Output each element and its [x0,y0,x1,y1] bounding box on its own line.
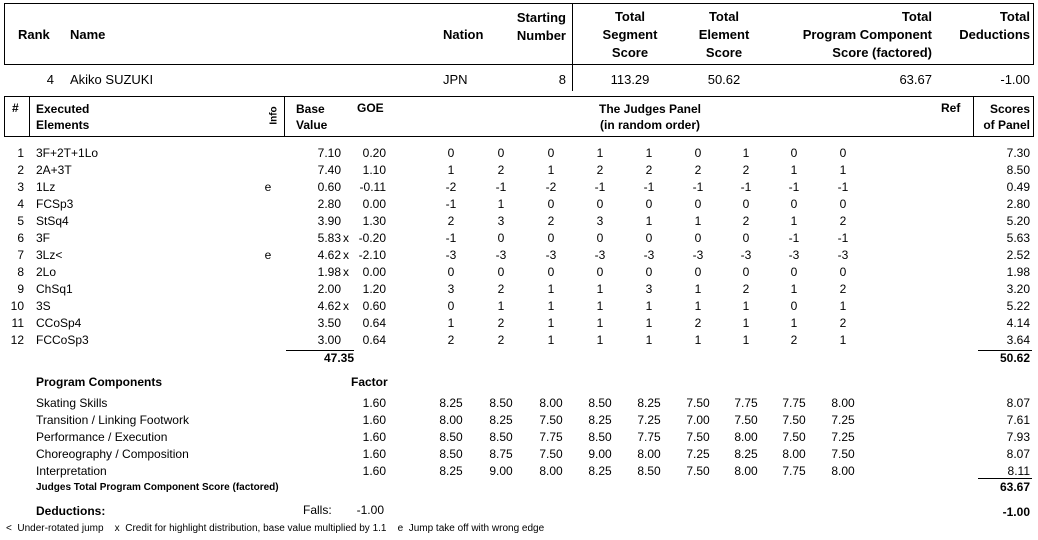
pc-name: Transition / Linking Footwork [36,413,189,427]
element-panel-score: 8.50 [1006,163,1030,177]
element-base-value: 0.60 [317,180,341,194]
element-goe: -0.11 [359,180,386,194]
element-base-value: 2.00 [317,282,341,296]
pc-judge-score: 7.25 [686,447,710,461]
goe-header: GOE [357,101,384,115]
judge-score: 3 [645,282,653,296]
judge-score: 2 [839,282,847,296]
element-goe: 1.30 [362,214,386,228]
judge-score: -1 [692,180,704,194]
pc-factor-header: Factor [351,375,388,389]
judge-score: 2 [694,316,702,330]
element-base-value: 5.83 [317,231,341,245]
element-base-value: 3.00 [317,333,341,347]
judge-score: 0 [694,231,702,245]
skater-nation: JPN [443,72,468,87]
judge-score: 0 [790,197,798,211]
element-panel-score: 2.52 [1006,248,1030,262]
pc-factor: 1.60 [362,447,386,461]
judge-score: 1 [447,163,455,177]
element-name: StSq4 [36,214,69,228]
judge-score: 2 [694,163,702,177]
pc-judge-score: 7.50 [782,430,806,444]
judge-score: 2 [839,214,847,228]
judge-score: 0 [742,265,750,279]
judge-score: 0 [447,146,455,160]
judge-score: 2 [596,163,604,177]
judge-score: -3 [740,248,752,262]
element-base-value: 4.62 [317,299,341,313]
element-goe: 0.20 [362,146,386,160]
falls-label: Falls: [303,503,332,517]
element-panel-score: 0.49 [1006,180,1030,194]
pc-judge-score: 7.50 [539,413,563,427]
judge-score: 1 [839,299,847,313]
judge-score: 1 [790,282,798,296]
element-number: 8 [17,265,24,279]
judge-score: 1 [790,163,798,177]
footnote: < Under-rotated jump x Credit for highlight distribution, base value multiplied by 1.1 e Jump take off with wrong edge [6,523,545,534]
pc-judge-score: 8.00 [637,447,661,461]
judge-score: 1 [645,299,653,313]
judge-score: -1 [495,180,507,194]
judge-score: 1 [694,299,702,313]
element-name: 3F+2T+1Lo [36,146,99,160]
judge-score: 0 [645,265,653,279]
judge-score: 2 [742,214,750,228]
element-base-value: 3.90 [317,214,341,228]
element-number: 9 [17,282,24,296]
total-deductions-header: Total Deductions [959,9,1030,42]
judge-score: -1 [837,180,849,194]
pc-judge-score: 8.50 [489,396,513,410]
pc-factor: 1.60 [362,464,386,478]
pc-score: 8.11 [1007,464,1030,478]
element-base-value: 1.98 [317,265,341,279]
judge-score: 0 [447,299,455,313]
element-goe: 0.00 [362,265,386,279]
judge-score: 1 [547,282,555,296]
judge-score: -1 [445,231,457,245]
judge-score: 0 [497,146,505,160]
judge-score: 2 [742,282,750,296]
judge-score: -3 [788,248,800,262]
judge-score: 1 [596,333,604,347]
pc-judge-score: 7.75 [782,396,806,410]
pc-judge-score: 8.25 [637,396,661,410]
element-base-value: 4.62 [317,248,341,262]
element-name: 3F [36,231,51,245]
judge-score: -3 [594,248,606,262]
pc-judge-score: 7.50 [782,413,806,427]
judge-score: 1 [547,163,555,177]
pc-judge-score: 7.50 [539,447,563,461]
pc-judge-score: 8.50 [637,464,661,478]
judge-score: -1 [788,180,800,194]
total-segment-header: Total Segment Score [602,9,658,60]
element-base-value: 2.80 [317,197,341,211]
divider [572,3,573,91]
judge-score: 2 [790,333,798,347]
judge-score: 0 [596,265,604,279]
scores-header: Scores of Panel [983,102,1030,132]
pc-judge-score: 8.00 [539,464,563,478]
judge-score: 1 [547,299,555,313]
element-x-mark: x [343,299,349,313]
judges-header: The Judges Panel (in random order) [598,102,702,132]
judge-score: 0 [839,197,847,211]
judge-score: 1 [694,282,702,296]
judge-score: 0 [645,197,653,211]
judge-score: 1 [645,333,653,347]
judge-score: 1 [742,316,750,330]
element-goe: 1.20 [362,282,386,296]
pc-factor: 1.60 [362,413,386,427]
element-goe: 0.60 [362,299,386,313]
element-x-mark: x [343,265,349,279]
judge-score: 0 [596,197,604,211]
falls-value: -1.00 [356,503,384,517]
judge-score: 0 [497,265,505,279]
nation-header: Nation [443,27,484,42]
element-number: 3 [17,180,24,194]
element-goe: -2.10 [358,248,386,262]
judge-score: 1 [596,282,604,296]
judge-score: -3 [495,248,507,262]
judge-score: -1 [740,180,752,194]
element-goe: 1.10 [362,163,386,177]
element-name: FCCoSp3 [36,333,89,347]
pc-judge-score: 8.50 [439,430,463,444]
judge-score: 1 [790,316,798,330]
pc-judge-score: 7.25 [637,413,661,427]
element-goe: 0.64 [362,333,386,347]
total-pcs-header: Total Program Component Score (factored) [802,9,932,60]
judge-score: 1 [742,299,750,313]
pc-name: Skating Skills [36,396,108,410]
judge-score: 0 [839,146,847,160]
judge-score: -3 [643,248,655,262]
element-goe: 0.64 [362,316,386,330]
element-goe: -0.20 [358,231,386,245]
element-number: 4 [17,197,24,211]
executed-header: Executed Elements [36,102,90,132]
pc-judge-score: 8.25 [734,447,758,461]
pc-judge-score: 8.00 [539,396,563,410]
judge-score: 0 [742,197,750,211]
rank-header: Rank [18,27,50,42]
pc-score: 8.07 [1006,447,1030,461]
total-elements-score: 50.62 [999,351,1030,365]
pc-judge-score: 8.00 [439,413,463,427]
deductions-label: Deductions: [36,504,106,518]
base-value-header: Base Value [296,102,328,132]
judge-score: 0 [547,265,555,279]
judge-score: 1 [547,316,555,330]
element-number: 10 [10,299,24,313]
pc-judge-score: 7.75 [734,396,758,410]
judge-score: 3 [497,214,505,228]
pc-factor: 1.60 [362,430,386,444]
element-name: CCoSp4 [36,316,82,330]
pc-judge-score: 8.00 [782,447,806,461]
element-panel-score: 5.20 [1006,214,1030,228]
element-number: 2 [17,163,24,177]
pc-total-label: Judges Total Program Component Score (factored) [36,482,279,493]
judge-score: 2 [447,333,455,347]
skater-rank: 4 [46,72,54,87]
pc-score: 7.61 [1006,413,1030,427]
pc-judge-score: 7.25 [831,430,855,444]
pc-judge-score: 7.50 [734,413,758,427]
pc-name: Choreography / Composition [36,447,189,461]
skater-total-element: 50.62 [707,72,741,87]
pc-judge-score: 7.75 [539,430,563,444]
judge-score: 1 [596,146,604,160]
judge-score: 2 [497,316,505,330]
judge-score: -3 [545,248,557,262]
judge-score: 2 [645,163,653,177]
element-panel-score: 3.64 [1006,333,1030,347]
elements-header-box [4,96,1034,137]
judge-score: 1 [694,333,702,347]
info-header: Info [268,106,280,125]
element-name: FCSp3 [36,197,74,211]
judge-score: 0 [447,265,455,279]
element-name: ChSq1 [36,282,73,296]
judge-score: 2 [497,333,505,347]
judge-score: 1 [839,333,847,347]
judge-score: 0 [790,265,798,279]
judge-score: 0 [694,197,702,211]
judge-score: 1 [742,146,750,160]
skater-name: Akiko SUZUKI [70,72,154,87]
element-name: 1Lz [36,180,56,194]
ref-header: Ref [941,101,961,115]
judge-score: 0 [839,265,847,279]
starting-number-header: Starting Number [516,10,566,43]
pc-judge-score: 7.50 [686,396,710,410]
pc-judge-score: 9.00 [489,464,513,478]
judge-score: 1 [742,333,750,347]
judge-score: 2 [447,214,455,228]
skater-total-deductions: -1.00 [1000,72,1030,87]
divider [284,96,285,137]
element-x-mark: x [343,248,349,262]
name-header: Name [70,27,106,42]
judge-score: 2 [497,282,505,296]
pc-judge-score: 8.50 [439,447,463,461]
pc-name: Interpretation [36,464,107,478]
pc-total: 63.67 [999,480,1030,494]
element-number: 1 [17,146,24,160]
skater-total-pcs: 63.67 [899,72,932,87]
pc-judge-score: 7.50 [686,464,710,478]
pc-score: 7.93 [1006,430,1030,444]
judge-score: -1 [594,180,606,194]
element-panel-score: 5.22 [1006,299,1030,313]
judge-score: 0 [790,299,798,313]
num-header: # [12,101,19,115]
pc-judge-score: 7.75 [782,464,806,478]
pc-judge-score: 9.00 [588,447,612,461]
pc-judge-score: 8.75 [489,447,513,461]
pc-judge-score: 8.25 [489,413,513,427]
skater-starting-number: 8 [558,72,566,87]
element-base-value: 7.10 [317,146,341,160]
deductions-total: -1.00 [1002,505,1030,519]
element-number: 7 [17,248,24,262]
element-number: 6 [17,231,24,245]
element-panel-score: 2.80 [1006,197,1030,211]
pc-factor: 1.60 [362,396,386,410]
total-element-header: Total Element Score [698,9,750,60]
judge-score: -2 [545,180,557,194]
element-goe: 0.00 [362,197,386,211]
pc-judge-score: 8.00 [831,396,855,410]
judge-score: -1 [837,231,849,245]
judge-score: 1 [694,214,702,228]
judge-score: 0 [790,146,798,160]
pc-judge-score: 8.00 [734,464,758,478]
element-panel-score: 3.20 [1006,282,1030,296]
element-name: 3S [36,299,51,313]
judge-score: 0 [547,146,555,160]
element-info: e [264,180,272,194]
judge-score: 0 [694,146,702,160]
judge-score: 1 [596,316,604,330]
element-x-mark: x [343,231,349,245]
judge-score: -1 [445,197,457,211]
judge-score: 1 [497,197,505,211]
judge-score: 0 [596,231,604,245]
element-number: 11 [11,316,24,330]
pc-judge-score: 8.00 [831,464,855,478]
total-base-value: 47.35 [323,351,354,365]
pc-judge-score: 8.25 [439,464,463,478]
judge-score: 2 [497,163,505,177]
divider [973,96,974,137]
pc-score: 8.07 [1006,396,1030,410]
judge-score: -1 [643,180,655,194]
pc-judge-score: 8.50 [588,430,612,444]
judge-score: 0 [645,231,653,245]
pc-judge-score: 8.50 [489,430,513,444]
pc-judge-score: 8.25 [439,396,463,410]
judge-score: 1 [645,214,653,228]
skater-total-segment: 113.29 [610,72,650,87]
element-number: 12 [10,333,24,347]
pc-judge-score: 7.50 [686,430,710,444]
element-panel-score: 7.30 [1006,146,1030,160]
pc-judge-score: 7.25 [831,413,855,427]
judge-score: 2 [742,163,750,177]
pc-judge-score: 8.00 [734,430,758,444]
judge-score: 2 [839,316,847,330]
judge-score: 3 [596,214,604,228]
pc-title: Program Components [36,375,163,389]
pc-judge-score: 7.00 [686,413,710,427]
judge-score: -3 [837,248,849,262]
element-number: 5 [17,214,24,228]
element-name: 2A+3T [36,163,72,177]
element-panel-score: 4.14 [1006,316,1030,330]
element-name: 2Lo [36,265,57,279]
judge-score: 1 [547,333,555,347]
element-info: e [264,248,272,262]
judge-score: 1 [497,299,505,313]
judge-score: 0 [742,231,750,245]
judge-score: 1 [790,214,798,228]
judge-score: 1 [839,163,847,177]
pc-judge-score: 8.25 [588,464,612,478]
judge-score: 1 [645,146,653,160]
pc-judge-score: 8.50 [588,396,612,410]
judge-score: 1 [596,299,604,313]
element-panel-score: 5.63 [1006,231,1030,245]
divider [29,96,30,137]
judge-score: 0 [547,231,555,245]
element-base-value: 7.40 [317,163,341,177]
element-base-value: 3.50 [317,316,341,330]
judge-score: 0 [694,265,702,279]
judge-score: 2 [547,214,555,228]
judge-score: 3 [447,282,455,296]
pc-judge-score: 7.75 [637,430,661,444]
judge-score: 1 [645,316,653,330]
divider [978,478,1032,479]
judge-score: -3 [445,248,457,262]
judge-score: -2 [445,180,457,194]
judge-score: 0 [547,197,555,211]
judge-score: -1 [788,231,800,245]
element-panel-score: 1.98 [1006,265,1030,279]
pc-judge-score: 7.50 [831,447,855,461]
judge-score: 1 [447,316,455,330]
element-name: 3Lz< [36,248,63,262]
judge-score: -3 [692,248,704,262]
pc-judge-score: 8.25 [588,413,612,427]
pc-name: Performance / Execution [36,430,168,444]
judge-score: 0 [497,231,505,245]
